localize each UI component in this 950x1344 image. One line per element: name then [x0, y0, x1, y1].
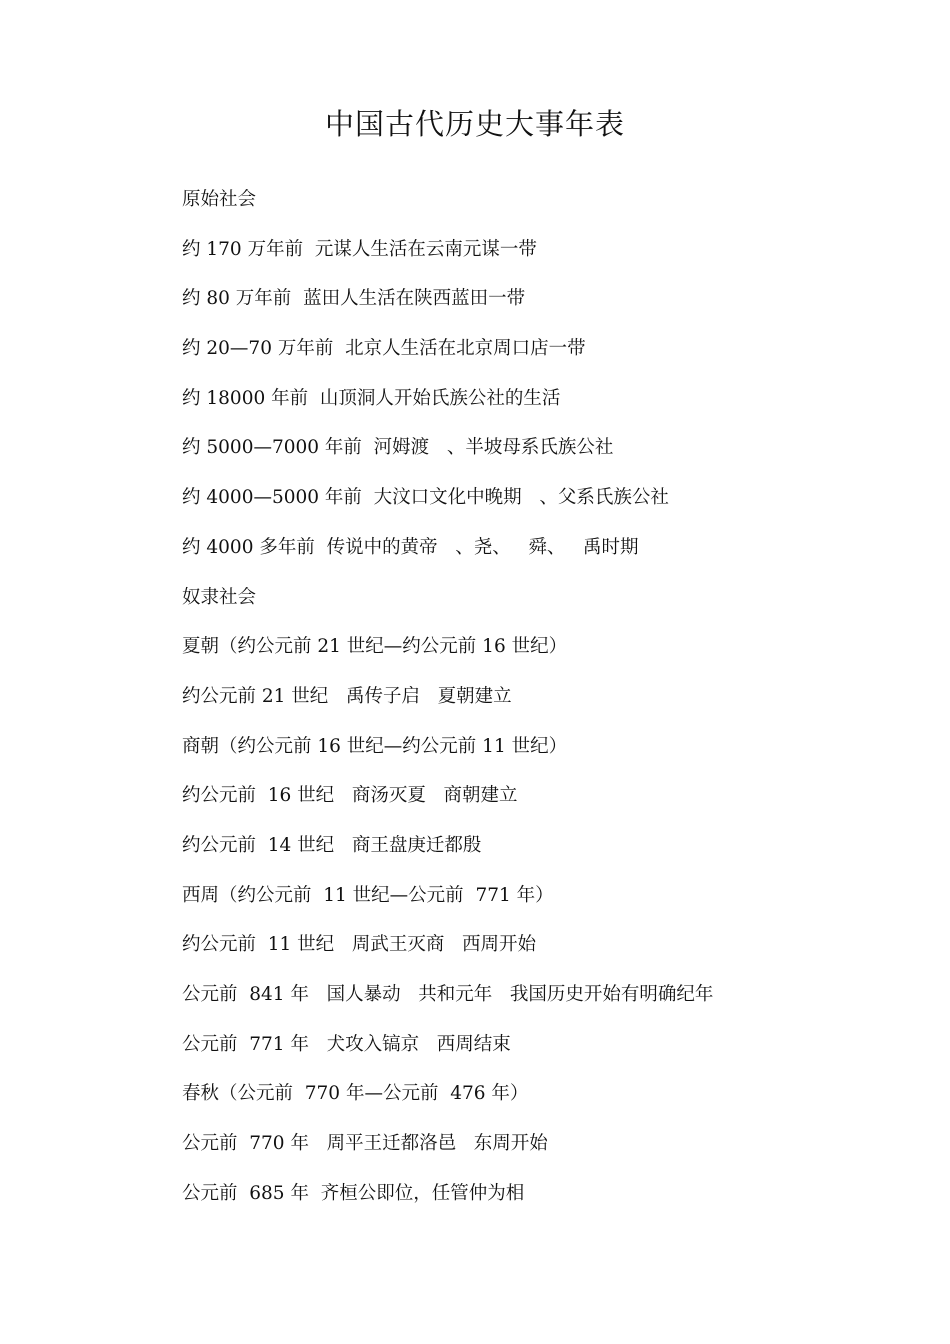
timeline-entry: 约公元前 11 世纪 周武王灭商 西周开始 — [182, 934, 536, 956]
timeline-entry: 约 18000 年前 山顶洞人开始氏族公社的生活 — [182, 387, 561, 409]
timeline-entry: 约 4000—5000 年前 大汶口文化中晚期 、父系氏族公社 — [182, 487, 669, 509]
timeline-entry: 公元前 841 年 国人暴动 共和元年 我国历史开始有明确纪年 — [182, 984, 714, 1005]
timeline-entry: 约公元前 14 世纪 商王盘庚迁都殷 — [182, 834, 482, 856]
dynasty-heading-western-zhou: 西周（约公元前 11 世纪—公元前 771 年） — [182, 884, 554, 906]
timeline-entry: 约公元前 16 世纪 商汤灭夏 商朝建立 — [182, 785, 518, 807]
timeline-entry: 约公元前 21 世纪 禹传子启 夏朝建立 — [182, 685, 512, 707]
timeline-entry: 公元前 770 年 周平王迁都洛邑 东周开始 — [182, 1133, 548, 1155]
dynasty-heading-shang: 商朝（约公元前 16 世纪—约公元前 11 世纪） — [182, 735, 568, 757]
dynasty-heading-spring-autumn: 春秋（公元前 770 年—公元前 476 年） — [182, 1083, 529, 1105]
timeline-entry: 公元前 771 年 犬攻入镐京 西周结束 — [182, 1033, 511, 1055]
timeline-list — [182, 186, 902, 1229]
timeline-entry: 约 20—70 万年前 北京人生活在北京周口店一带 — [182, 338, 586, 360]
timeline-entry: 约 4000 多年前 传说中的黄帝 、尧、 舜、 禹时期 — [182, 536, 639, 558]
timeline-entry: 公元前 685 年 齐桓公即位，任管仲为相 — [182, 1182, 525, 1204]
document-title: 中国古代历史大事年表 — [324, 107, 625, 141]
timeline-entry: 约 5000—7000 年前 河姆渡 、半坡母系氏族公社 — [182, 437, 614, 459]
section-heading-primitive: 原始社会 — [182, 189, 257, 210]
section-heading-slavery: 奴隶社会 — [182, 586, 257, 608]
dynasty-heading-xia: 夏朝（约公元前 21 世纪—约公元前 16 世纪） — [182, 636, 568, 658]
timeline-entry: 约 80 万年前 蓝田人生活在陕西蓝田一带 — [182, 288, 526, 310]
timeline-entry: 约 170 万年前 元谋人生活在云南元谋一带 — [182, 238, 537, 260]
